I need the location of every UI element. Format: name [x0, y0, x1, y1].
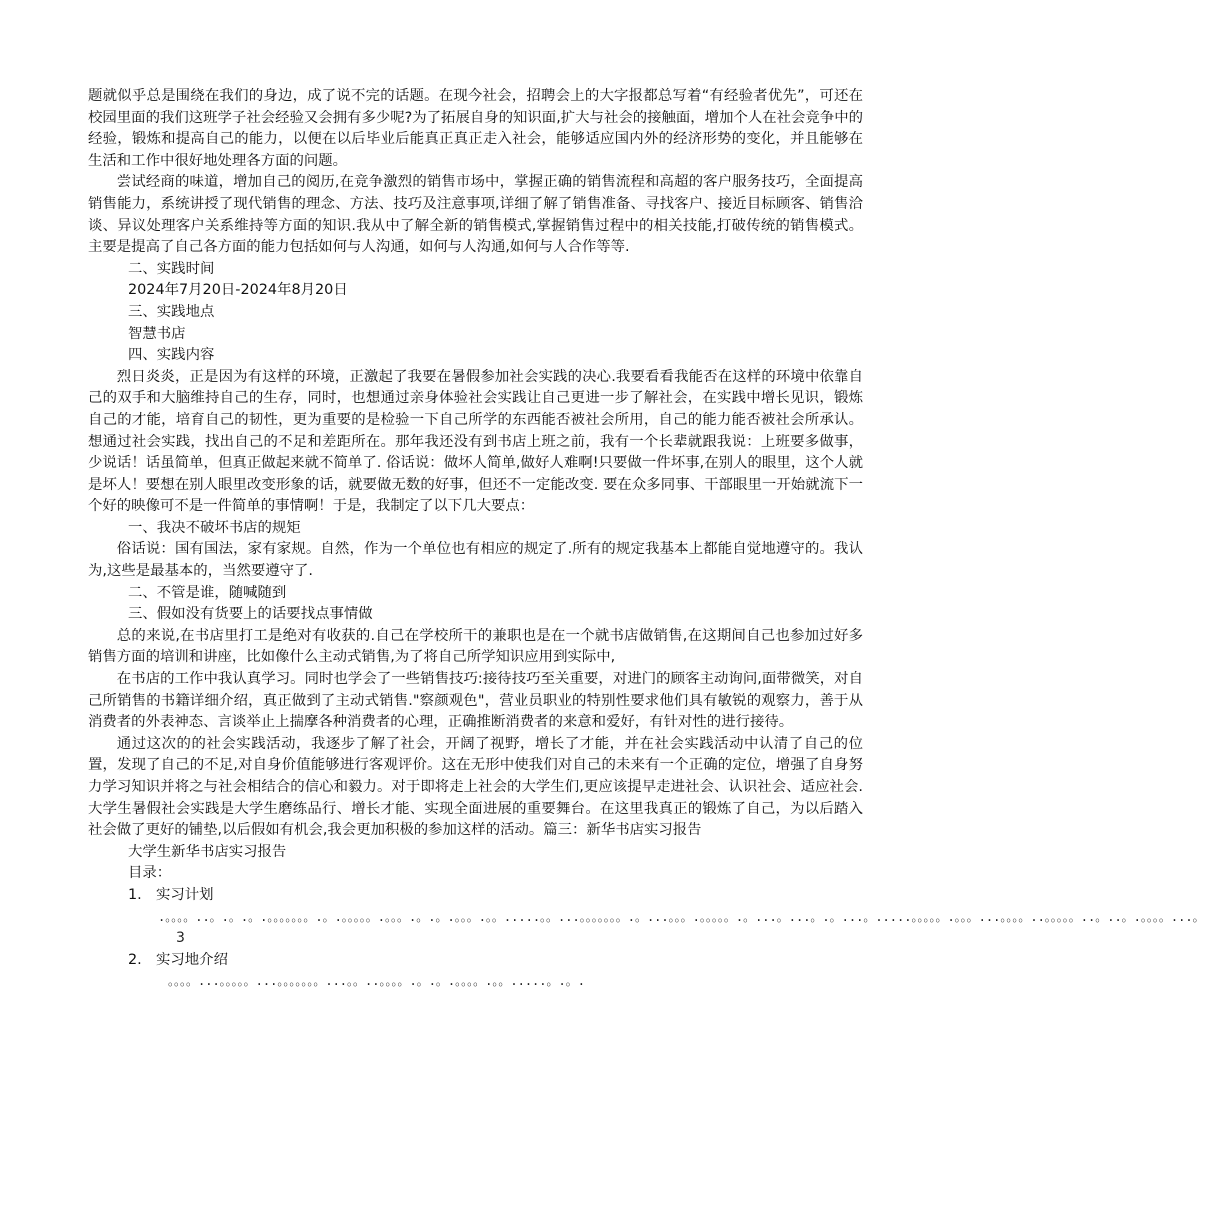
paragraph: 通过这次的的社会实践活动，我逐步了解了社会，开阔了视野，增长了才能，并在社会实践活动中认清了自己的位置，发现了自己的不足,对自身价值能够进行客观评价。这在无形中使我们对自己的未来有一个正确的定位，增强了自身努力学习知识并将之与社会相结合的信心和毅力。对于即将走上社会的大学生们,更应该提早走进社会、认识社会、适应社会.大学生暑假社会实践是大学生磨练品行、增长才能、实现全面进展的重要舞台。在这里我真正的锻炼了自己，为以后踏入社会做了更好的铺垫,以后假如有机会,我会更加积极的参加这样的活动。篇三：新华书店实习报告	[88, 735, 863, 839]
practice-location: 智慧书店	[128, 325, 186, 342]
toc-item-location-intro[interactable]	[88, 950, 863, 972]
toc-leader-dots	[88, 907, 1205, 950]
paragraph: 题就似乎总是围绕在我们的身边，成了说不完的话题。在现今社会，招聘会上的大字报都总写着“有经验者优先”，可还在校园里面的我们这班学子社会经验又会拥有多少呢?为了拓展自身的知识面,扩大与社会的接触面，增加个人在社会竞争中的经验，锻炼和提高自己的能力，以便在以后毕业后能真正真正走入社会，能够适应国内外的经济形势的变化，并且能够在生活和工作中很好地处理各方面的问题。	[88, 88, 863, 169]
section-heading-content: 四、实践内容	[128, 347, 215, 364]
toc-item-number: 1.	[128, 886, 142, 903]
toc-dots: 。。。。...。。。。。...。。。。。。。...。。..。。。。.。.。.。。。。.。。.....。.。.	[168, 974, 585, 989]
paragraph: 尝试经商的味道，增加自己的阅历,在竞争激烈的销售市场中，掌握正确的销售流程和高超的客户服务技巧，全面提高销售能力，系统讲授了现代销售的理念、方法、技巧及注意事项,详细了解了销售准备、寻找客户、接近目标顾客、销售洽谈、异议处理客户关系维持等方面的知识.我从中了解全新的销售模式,掌握销售过程中的相关技能,打破传统的销售模式。主要是提高了自己各方面的能力包括如何与人沟通，如何与人沟通,如何与人合作等等.	[88, 174, 863, 256]
toc-item-label: 实习计划	[156, 886, 214, 903]
toc-item-plan[interactable]	[88, 885, 863, 907]
toc-dots: .。。。。..。.。.。.。。。。。。。.。.。。。。。.。。。.。.。.。。。.。。.....。。...。。。。。。。.。...。。。.。。。。。.。...。...。.。...。.....。。。。。.。。。...。。。。..。。。。。..。..。.。。。。...。	[158, 909, 1205, 924]
toc-item-number: 2.	[128, 951, 142, 968]
point-heading-2: 二、不管是谁，随喊随到	[128, 584, 287, 601]
toc-item-label: 实习地介绍	[156, 951, 228, 968]
section-heading-time: 二、实践时间	[128, 260, 215, 277]
toc-leader-dots	[88, 971, 863, 993]
paragraph: 俗话说：国有国法，家有家规。自然，作为一个单位也有相应的规定了.所有的规定我基本上都能自觉地遵守的。我认为,这些是最基本的，当然要遵守了.	[88, 541, 863, 580]
report-title: 大学生新华书店实习报告	[128, 843, 287, 860]
paragraph: 在书店的工作中我认真学习。同时也学会了一些销售技巧:接待技巧至关重要，对进门的顾客主动询问,面带微笑，对自己所销售的书籍详细介绍，真正做到了主动式销售."察颜观色"，营业员职业的特别性要求他们具有敏锐的观察力，善于从消费者的外表神态、言谈举止上揣摩各种消费者的心理，正确推断消费者的来意和爱好，有针对性的进行接待。	[88, 671, 863, 731]
section-heading-location: 三、实践地点	[128, 303, 215, 320]
point-heading-1: 一、我决不破坏书店的规矩	[128, 519, 301, 536]
toc-page-number: 3	[176, 930, 185, 947]
paragraph: 总的来说,在书店里打工是绝对有收获的.自己在学校所干的兼职也是在一个就书店做销售,在这期间自己也参加过好多销售方面的培训和讲座，比如像什么主动式销售,为了将自己所学知识应用到实际中,	[88, 627, 863, 666]
point-heading-3: 三、假如没有货要上的话要找点事情做	[128, 606, 373, 623]
document-page	[88, 86, 1205, 993]
paragraph: 烈日炎炎，正是因为有这样的环境，正激起了我要在暑假参加社会实践的决心.我要看看我能否在这样的环境中依靠自己的双手和大脑维持自己的生存，同时，也想通过亲身体验社会实践让自己更进一步了解社会，在实践中增长见识，锻炼自己的才能，培育自己的韧性，更为重要的是检验一下自己所学的东西能否被社会所用，自己的能力能否被社会所承认。想通过社会实践，找出自己的不足和差距所在。那年我还没有到书店上班之前，我有一个长辈就跟我说：上班要多做事，少说话！话虽简单，但真正做起来就不简单了. 俗话说：做坏人简单,做好人难啊!只要做一件坏事,在别人的眼里，这个人就是坏人！要想在别人眼里改变形象的话，就要做无数的好事，但还不一定能改变. 要在众多同事、干部眼里一开始就流下一个好的映像可不是一件简单的事情啊！于是，我制定了以下几大要点：	[88, 368, 863, 515]
toc-heading: 目录：	[128, 865, 172, 882]
practice-dates: 2024年7月20日-2024年8月20日	[128, 282, 348, 299]
